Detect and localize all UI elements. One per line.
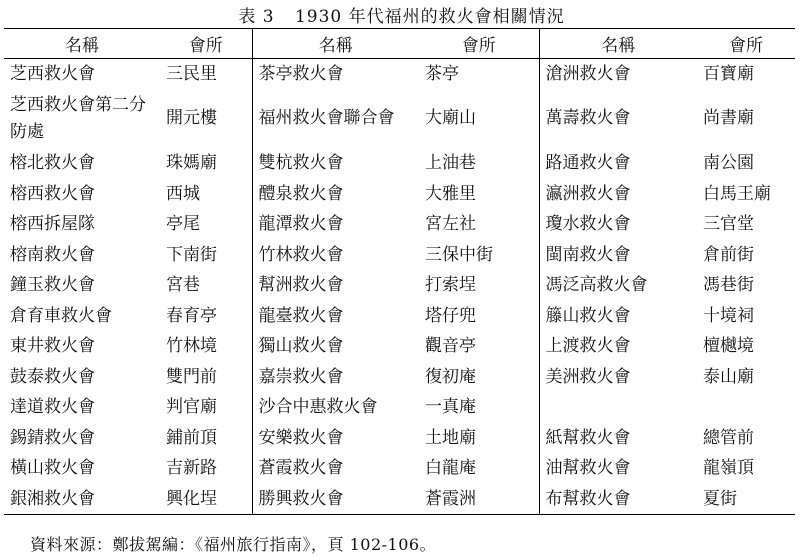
brigade-location: 春育亭 [166,305,217,326]
brigade-location: 雙門前 [166,366,217,387]
brigade-location: 白馬王廟 [703,183,771,204]
brigade-name [539,392,697,423]
brigade-name: 幫洲救火會 [252,270,419,301]
header-location-2: 會所 [461,36,496,56]
brigade-location: 百寶廟 [703,64,754,84]
header-name-2: 名稱 [252,29,419,59]
table-row [4,484,795,515]
brigade-location: 大雅里 [425,183,476,204]
brigade-location: 龍嶺頂 [703,458,754,479]
brigade-name: 路通救火會 [539,148,697,179]
brigade-name: 銀湘救火會 [10,488,95,509]
brigade-name: 雙杭救火會 [252,148,419,179]
brigade-location: 開元樓 [166,108,217,128]
brigade-name: 錫錆救火會 [10,427,95,448]
brigade-location: 復初庵 [425,366,476,387]
brigade-location: 三官堂 [703,214,754,235]
brigade-name: 榕北救火會 [10,153,95,174]
table-row [4,59,795,90]
brigade-location: 上油巷 [425,153,476,174]
brigade-name: 橫山救火會 [10,458,95,479]
brigade-location: 南公園 [703,153,754,174]
brigade-name: 鐘玉救火會 [10,275,95,296]
brigade-location: 宮巷 [166,275,200,296]
brigade-name: 獨山救火會 [252,331,419,362]
brigade-name: 芝西救火會第二分防處 [10,94,146,142]
table-row [4,209,795,240]
brigade-name: 沙合中惠救火會 [252,392,419,423]
brigade-name: 榕西救火會 [10,183,95,204]
table-row [4,148,795,179]
brigade-location: 大廟山 [425,108,476,128]
header-name-1: 名稱 [65,36,99,56]
caption-title: 1930 年代福州的救火會相關情況 [294,7,565,27]
table-row [4,240,795,271]
brigade-location: 三保中街 [425,244,493,265]
table-row [4,331,795,362]
brigade-location: 鋪前頂 [166,427,217,448]
brigade-name: 勝興救火會 [252,484,419,515]
brigade-name: 倉育車救火會 [10,305,112,326]
brigade-name: 榕南救火會 [10,244,95,265]
brigade-name: 油幫救火會 [539,453,697,484]
table-row [4,392,795,423]
brigade-location: 一真庵 [425,397,476,418]
brigade-location: 興化埕 [166,488,217,509]
table-row [4,270,795,301]
brigade-location: 判官廟 [166,397,217,418]
brigade-name: 榕西拆屋隊 [10,214,95,235]
brigade-location: 三民里 [166,64,217,84]
brigade-name: 龍潭救火會 [252,209,419,240]
header-location-1: 會所 [188,36,223,56]
brigade-name: 鼓泰救火會 [10,366,95,387]
brigade-name: 瓊水救火會 [539,209,697,240]
caption-label: 表 3 [238,7,275,27]
brigade-location: 尚書廟 [703,108,754,128]
brigade-location: 珠媽廟 [166,153,217,174]
brigade-name: 竹林救火會 [252,240,419,271]
table-row [4,301,795,332]
brigade-location: 西城 [166,183,200,204]
brigade-name: 醴泉救火會 [252,179,419,210]
brigade-location: 塔仔兜 [425,305,476,326]
brigade-name: 紙幫救火會 [539,423,697,454]
brigade-location: 吉新路 [166,458,217,479]
brigade-location: 打索埕 [425,275,476,296]
brigade-name: 蒼霞救火會 [252,453,419,484]
brigade-location: 夏街 [703,488,737,509]
brigade-location: 宮左社 [425,214,476,235]
brigade-name: 閩南救火會 [539,240,697,271]
brigade-location: 泰山廟 [703,366,754,387]
brigade-location: 檀樾境 [703,336,754,357]
table-row [4,179,795,210]
brigade-name: 美洲救火會 [539,362,697,393]
brigade-location: 十境祠 [703,305,754,326]
brigade-location: 亭尾 [166,214,200,235]
brigade-location [697,392,795,423]
brigade-name: 瀛洲救火會 [539,179,697,210]
brigade-name: 滄洲救火會 [539,59,697,90]
brigade-name: 福州救火會聯合會 [252,89,419,148]
brigade-location: 竹林境 [166,336,217,357]
brigade-location: 觀音亭 [425,336,476,357]
brigade-name: 安樂救火會 [252,423,419,454]
brigade-name: 達道救火會 [10,397,95,418]
table-caption [0,2,799,27]
table-row [4,453,795,484]
fire-brigade-table [4,28,795,515]
header-row [4,29,795,59]
table-row [4,423,795,454]
brigade-name: 萬壽救火會 [539,89,697,148]
brigade-location: 倉前街 [703,244,754,265]
brigade-name: 籐山救火會 [539,301,697,332]
brigade-location: 白龍庵 [425,458,476,479]
brigade-location: 下南街 [166,244,217,265]
brigade-name: 芝西救火會 [10,64,95,84]
header-name-3: 名稱 [539,29,697,59]
brigade-location: 茶亭 [425,64,459,84]
brigade-name: 茶亭救火會 [252,59,419,90]
brigade-name: 嘉崇救火會 [252,362,419,393]
table-row [4,89,795,148]
table-row [4,362,795,393]
brigade-location: 蒼霞洲 [425,488,476,509]
brigade-location: 馮巷街 [703,275,754,296]
source-note: 資料來源：鄭拔駕編：《福州旅行指南》，頁 102-106。 [30,535,437,554]
header-location-3: 會所 [729,36,763,56]
brigade-name: 龍臺救火會 [252,301,419,332]
brigade-name: 東井救火會 [10,336,95,357]
brigade-name: 馮泛高救火會 [539,270,697,301]
brigade-name: 布幫救火會 [539,484,697,515]
brigade-location: 總管前 [703,427,754,448]
brigade-location: 土地廟 [425,427,476,448]
brigade-name: 上渡救火會 [539,331,697,362]
